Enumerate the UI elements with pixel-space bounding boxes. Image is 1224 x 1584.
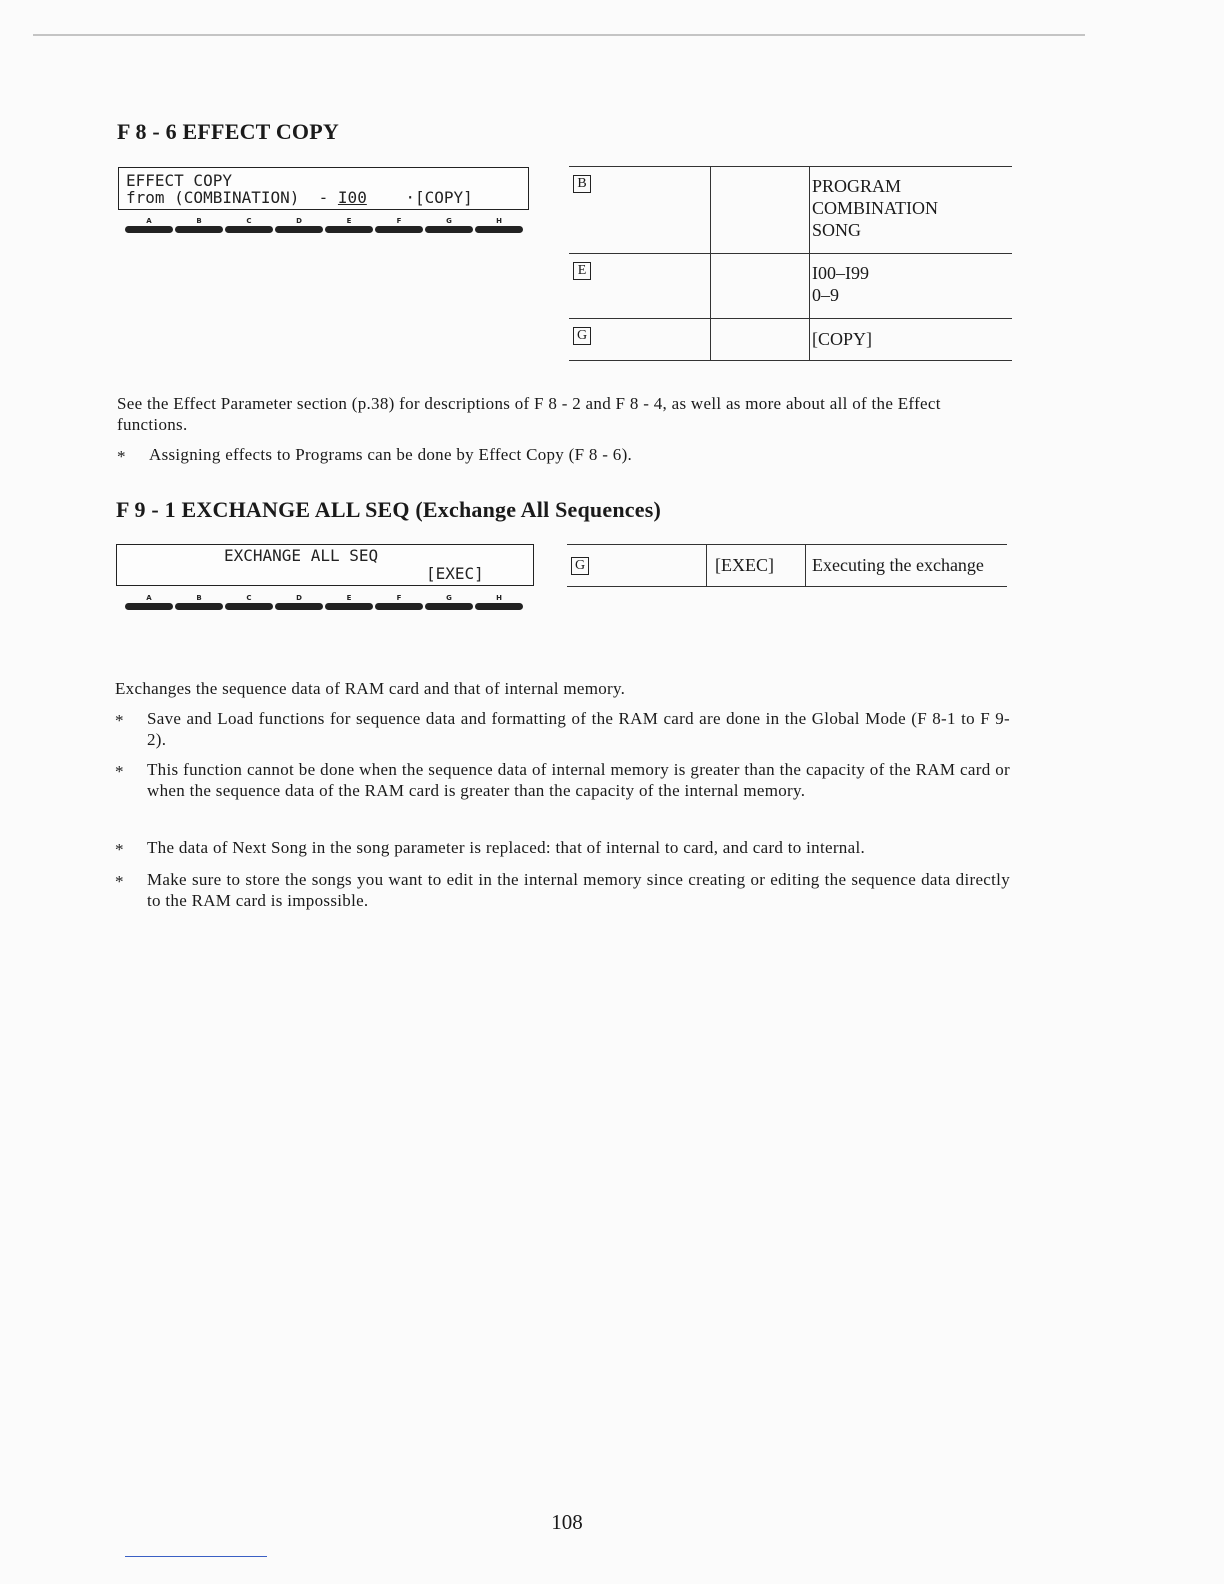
softkey-row-effect-copy: A B C D E F G H — [125, 217, 525, 237]
value-combination: COMBINATION — [812, 198, 938, 218]
note-text: Save and Load functions for sequence data and formatting of the RAM card are done in the Global Mode (F 8-1 to F 9-2). — [147, 709, 1010, 749]
param-values — [810, 319, 1013, 361]
param-value-exec: [EXEC] — [707, 545, 806, 587]
table-row — [569, 319, 1012, 361]
table-row — [567, 545, 1007, 587]
value-copy: [COPY] — [812, 329, 873, 349]
exchange-note-3 — [115, 837, 1010, 859]
note-text: The data of Next Song in the song parameter is replaced: that of internal to card, and card to internal. — [147, 838, 866, 857]
value-song: SONG — [812, 220, 862, 240]
exchange-note-1 — [115, 708, 1010, 752]
bullet-star: * — [115, 840, 124, 859]
softkey-row-exchange-all-seq: A B C D E F G H — [125, 594, 525, 614]
param-values — [810, 167, 1013, 254]
effect-copy-note — [117, 444, 1012, 466]
key-e: E — [573, 262, 591, 280]
exchange-note-2 — [115, 759, 1010, 825]
lcd-program-number: I00 — [337, 188, 367, 207]
top-rule — [33, 34, 1085, 36]
section-title-exchange-all-seq: F 9 - 1 EXCHANGE ALL SEQ (Exchange All Sequences) — [116, 497, 661, 522]
note-text: Make sure to store the songs you want to edit in the internal memory since creating or editing the sequence data directly to the RAM card is impossible. — [147, 870, 1010, 910]
param-desc — [711, 167, 810, 254]
table-row — [569, 254, 1012, 319]
param-values — [810, 254, 1013, 319]
lcd-copy-command: ·[COPY] — [366, 188, 473, 207]
key-b: B — [573, 175, 591, 193]
lcd-line-1: EXCHANGE ALL SEQ — [224, 546, 379, 565]
table-row — [569, 167, 1012, 254]
value-range-program: I00–I99 — [812, 263, 869, 283]
bullet-star: * — [115, 872, 124, 891]
page-number: 108 — [551, 1510, 583, 1534]
lcd-display-exchange-all-seq — [116, 544, 534, 586]
lcd-line-2 — [126, 189, 473, 207]
lcd-exec-command: [EXEC] — [426, 564, 484, 583]
bullet-star: * — [117, 447, 126, 466]
note-text: Assigning effects to Programs can be done by Effect Copy (F 8 - 6). — [149, 445, 633, 464]
lcd-display-effect-copy — [118, 167, 529, 210]
value-range-bank: 0–9 — [812, 285, 839, 305]
exchange-description: Exchanges the sequence data of RAM card and that of internal memory. — [115, 679, 626, 698]
parameter-table-effect-copy — [569, 166, 1012, 361]
lcd-line-1: EFFECT COPY — [126, 171, 232, 190]
param-desc — [711, 319, 810, 361]
note-text: This function cannot be done when the sequence data of internal memory is greater than the capacity of the RAM card or when the sequence data of the RAM card is greater than the capacity of the internal memory. — [147, 760, 1010, 800]
value-program: PROGRAM — [812, 176, 902, 196]
exchange-note-4 — [115, 869, 1010, 913]
param-desc-exchange: Executing the exchange — [806, 545, 1008, 587]
effect-copy-description: See the Effect Parameter section (p.38) for descriptions of F 8 - 2 and F 8 - 4, as well as more about all of the Effect functions. — [117, 394, 941, 434]
bottom-rule — [125, 1556, 267, 1557]
bullet-star: * — [115, 711, 124, 730]
key-g: G — [573, 327, 591, 345]
section-title-effect-copy: F 8 - 6 EFFECT COPY — [117, 119, 339, 144]
param-desc — [711, 254, 810, 319]
key-g: G — [571, 557, 589, 575]
parameter-table-exchange-all-seq — [567, 544, 1007, 587]
bullet-star: * — [115, 762, 124, 781]
lcd-source-label: from (COMBINATION) - — [126, 188, 338, 207]
